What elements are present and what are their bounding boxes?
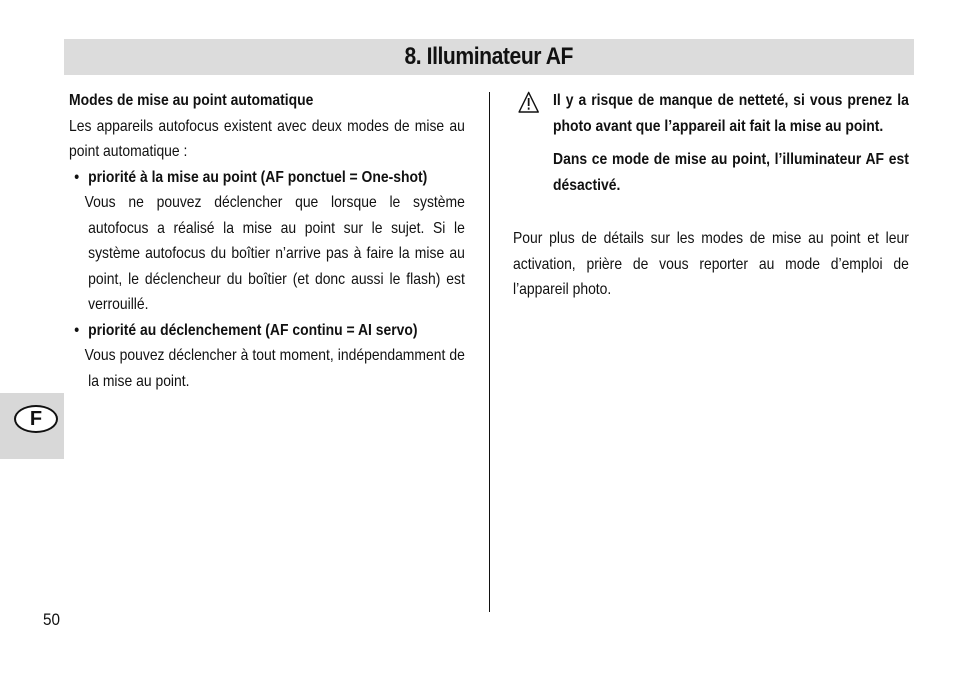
column-divider [489, 92, 490, 612]
list-item-body: Vous ne pouvez déclencher que lorsque le système autofocus a réalisé la mise au point sur le sujet. Si le système autofocus du boîtier n’arrive pas à faire la mise au point, le déclencheur du boîtier (et donc aussi le flash) est verrouillé. [84, 194, 465, 313]
section-heading: Modes de mise au point automatique [69, 92, 314, 109]
section-title: 8. Illuminateur AF [404, 43, 574, 70]
bullet-icon: • [74, 321, 80, 339]
section-title-bar [64, 39, 914, 75]
intro-paragraph: Les appareils autofocus existent avec deux modes de mise au point automatique : [69, 117, 465, 160]
language-tab [0, 393, 64, 459]
bullet-icon: • [74, 168, 80, 186]
list-item-title-text: priorité au déclenchement (AF continu = AI servo) [88, 321, 418, 339]
reference-paragraph: Pour plus de détails sur les modes de mise au point et leur activation, prière de vous reporter au mode d’emploi de l’appareil photo. [513, 230, 909, 298]
list-item-title [69, 165, 465, 191]
list-item-body: Vous pouvez déclencher à tout moment, indépendamment de la mise au point. [84, 347, 465, 390]
left-column [69, 88, 465, 394]
page-number: 50 [43, 610, 61, 629]
warning-text: Il y a risque de manque de netteté, si vous prenez la photo avant que l’appareil ait fait la mise au point. [553, 92, 909, 135]
warning-block [513, 88, 909, 198]
warning-text: Dans ce mode de mise au point, l’illuminateur AF est désactivé. [553, 151, 909, 194]
list-item-title-text: priorité à la mise au point (AF ponctuel = One-shot) [88, 168, 428, 186]
right-column [513, 88, 909, 303]
language-badge: F [14, 405, 58, 433]
warning-triangle-icon [518, 91, 539, 113]
list-item-title [69, 318, 465, 344]
